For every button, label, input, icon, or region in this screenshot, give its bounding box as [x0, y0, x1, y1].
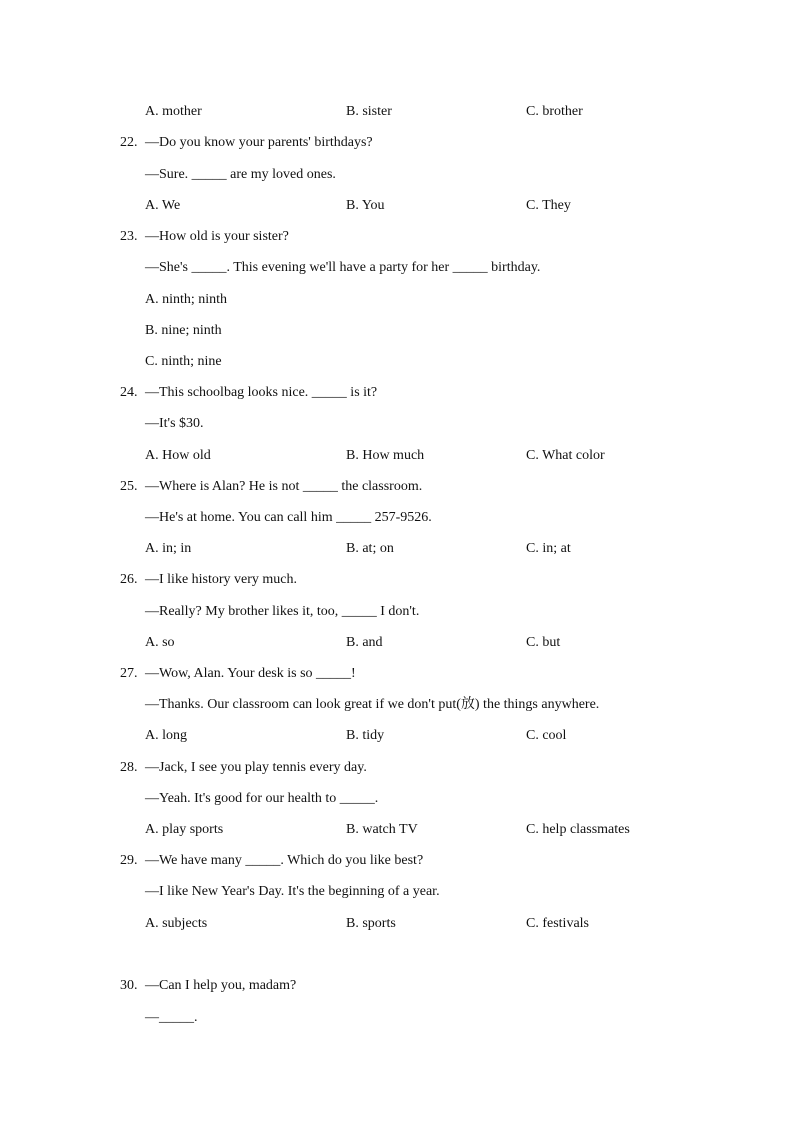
q21-option-a: A. mother: [145, 104, 202, 119]
q26-option-a: A. so: [145, 635, 175, 650]
q25-option-c: C. in; at: [526, 541, 571, 556]
q21-option-c: C. brother: [526, 104, 583, 119]
q29-option-b: B. sports: [346, 916, 396, 931]
q22-line2: —Sure. _____ are my loved ones.: [145, 167, 336, 182]
q22-option-b: B. You: [346, 198, 385, 213]
q25-option-b: B. at; on: [346, 541, 394, 556]
q29-line1: —We have many _____. Which do you like best?: [145, 853, 424, 868]
q25-line2: —He's at home. You can call him _____ 257-9526.: [145, 510, 432, 525]
q28-option-a: A. play sports: [145, 822, 224, 837]
q24-line2: —It's $30.: [145, 416, 204, 431]
q28-option-b: B. watch TV: [346, 822, 418, 837]
q21-option-b: B. sister: [346, 104, 392, 119]
q22-line1: —Do you know your parents' birthdays?: [145, 135, 373, 150]
q24-option-b: B. How much: [346, 448, 425, 463]
q29-line2: —I like New Year's Day. It's the beginning of a year.: [145, 884, 440, 899]
q26-option-b: B. and: [346, 635, 383, 650]
q24-option-a: A. How old: [145, 448, 211, 463]
q29-option-a: A. subjects: [145, 916, 208, 931]
q23-option-a: A. ninth; ninth: [145, 292, 228, 307]
q25-number: 25.: [120, 479, 138, 494]
q26-number: 26.: [120, 572, 138, 587]
q22-option-a: A. We: [145, 198, 181, 213]
q29-number: 29.: [120, 853, 138, 868]
q27-line2: —Thanks. Our classroom can look great if we don't put(放) the things anywhere.: [145, 697, 600, 712]
q24-option-c: C. What color: [526, 448, 605, 463]
q28-number: 28.: [120, 760, 138, 775]
q30-line1: —Can I help you, madam?: [145, 978, 297, 993]
q27-option-b: B. tidy: [346, 728, 385, 743]
q23-option-c: C. ninth; nine: [145, 354, 222, 369]
q28-option-c: C. help classmates: [526, 822, 630, 837]
q27-option-a: A. long: [145, 728, 187, 743]
q22-number: 22.: [120, 135, 138, 150]
q25-line1: —Where is Alan? He is not _____ the classroom.: [145, 479, 423, 494]
q28-line2: —Yeah. It's good for our health to _____.: [145, 791, 379, 806]
q25-option-a: A. in; in: [145, 541, 192, 556]
q23-option-b: B. nine; ninth: [145, 323, 222, 338]
q23-line2: —She's _____. This evening we'll have a party for her _____ birthday.: [145, 260, 541, 275]
q29-option-c: C. festivals: [526, 916, 589, 931]
q30-line2: —_____.: [145, 1010, 198, 1025]
q27-number: 27.: [120, 666, 138, 681]
q26-line2: —Really? My brother likes it, too, _____ I don't.: [145, 604, 420, 619]
q23-number: 23.: [120, 229, 138, 244]
q24-line1: —This schoolbag looks nice. _____ is it?: [145, 385, 378, 400]
q26-line1: —I like history very much.: [145, 572, 298, 587]
q28-line1: —Jack, I see you play tennis every day.: [145, 760, 367, 775]
q30-number: 30.: [120, 978, 138, 993]
q26-option-c: C. but: [526, 635, 561, 650]
q27-line1: —Wow, Alan. Your desk is so _____!: [145, 666, 356, 681]
q22-option-c: C. They: [526, 198, 571, 213]
q24-number: 24.: [120, 385, 138, 400]
q23-line1: —How old is your sister?: [145, 229, 289, 244]
q27-option-c: C. cool: [526, 728, 567, 743]
